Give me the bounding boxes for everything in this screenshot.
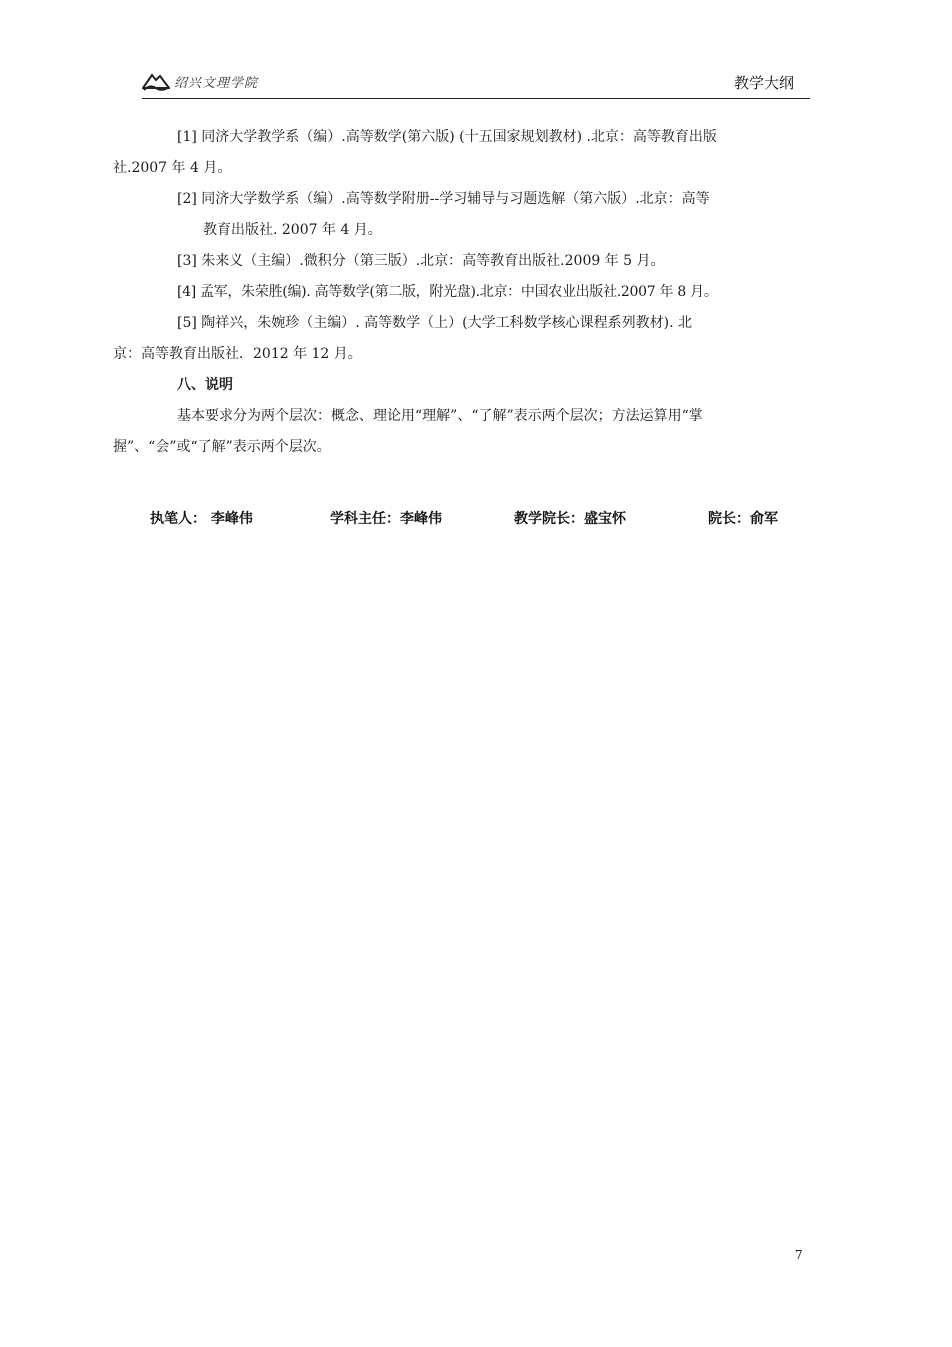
section-paragraph bbox=[113, 401, 810, 463]
mountain-wave-icon bbox=[142, 70, 170, 92]
reference-4: [4] 孟军，朱荣胜(编). 高等数学(第二版，附光盘).北京：中国农业出版社.2007 年 8 月。 bbox=[177, 284, 718, 300]
reference-1-line1: [1] 同济大学教学系（编）.高等数学(第六版) (十五国家规划教材) .北京：高等教育出版 bbox=[177, 129, 717, 145]
document-body bbox=[113, 122, 810, 463]
signature-row bbox=[150, 508, 810, 532]
reference-2 bbox=[145, 184, 810, 246]
reference-2-line2: 教育出版社. 2007 年 4 月。 bbox=[203, 222, 382, 238]
reference-3: [3] 朱来义（主编）.微积分（第三版）.北京：高等教育出版社.2009 年 5 月。 bbox=[177, 253, 665, 269]
signature-dean: 院长：俞军 bbox=[708, 511, 778, 527]
reference-1-line2: 社.2007 年 4 月。 bbox=[113, 160, 232, 176]
signature-teaching-dean: 教学院长：盛宝怀 bbox=[514, 511, 626, 527]
section-heading: 八、说明 bbox=[177, 377, 233, 393]
signature-writer: 执笔人： 李峰伟 bbox=[150, 511, 253, 527]
college-logo-lettering: 绍兴文理学院 bbox=[174, 75, 259, 91]
reference-5-line1: [5] 陶祥兴，朱婉珍（主编）. 高等数学（上）(大学工科数学核心课程系列教材). 北 bbox=[177, 315, 693, 331]
reference-1 bbox=[113, 122, 810, 184]
page-header bbox=[142, 68, 810, 99]
page-number: 7 bbox=[795, 1248, 803, 1262]
section-paragraph-line2: 握”、“会”或“了解”表示两个层次。 bbox=[113, 439, 331, 455]
college-logo bbox=[142, 68, 258, 94]
reference-5-line2: 京：高等教育出版社．2012 年 12 月。 bbox=[113, 346, 362, 362]
document-type-title: 教学大纲 bbox=[733, 74, 794, 92]
reference-5 bbox=[113, 308, 810, 370]
section-paragraph-line1: 基本要求分为两个层次：概念、理论用“理解”、“了解”表示两个层次；方法运算用“掌 bbox=[177, 408, 703, 424]
reference-2-line1: [2] 同济大学数学系（编）.高等数学附册--学习辅导与习题选解（第六版）.北京：高等 bbox=[177, 191, 710, 207]
signature-subject-head: 学科主任：李峰伟 bbox=[330, 511, 442, 527]
